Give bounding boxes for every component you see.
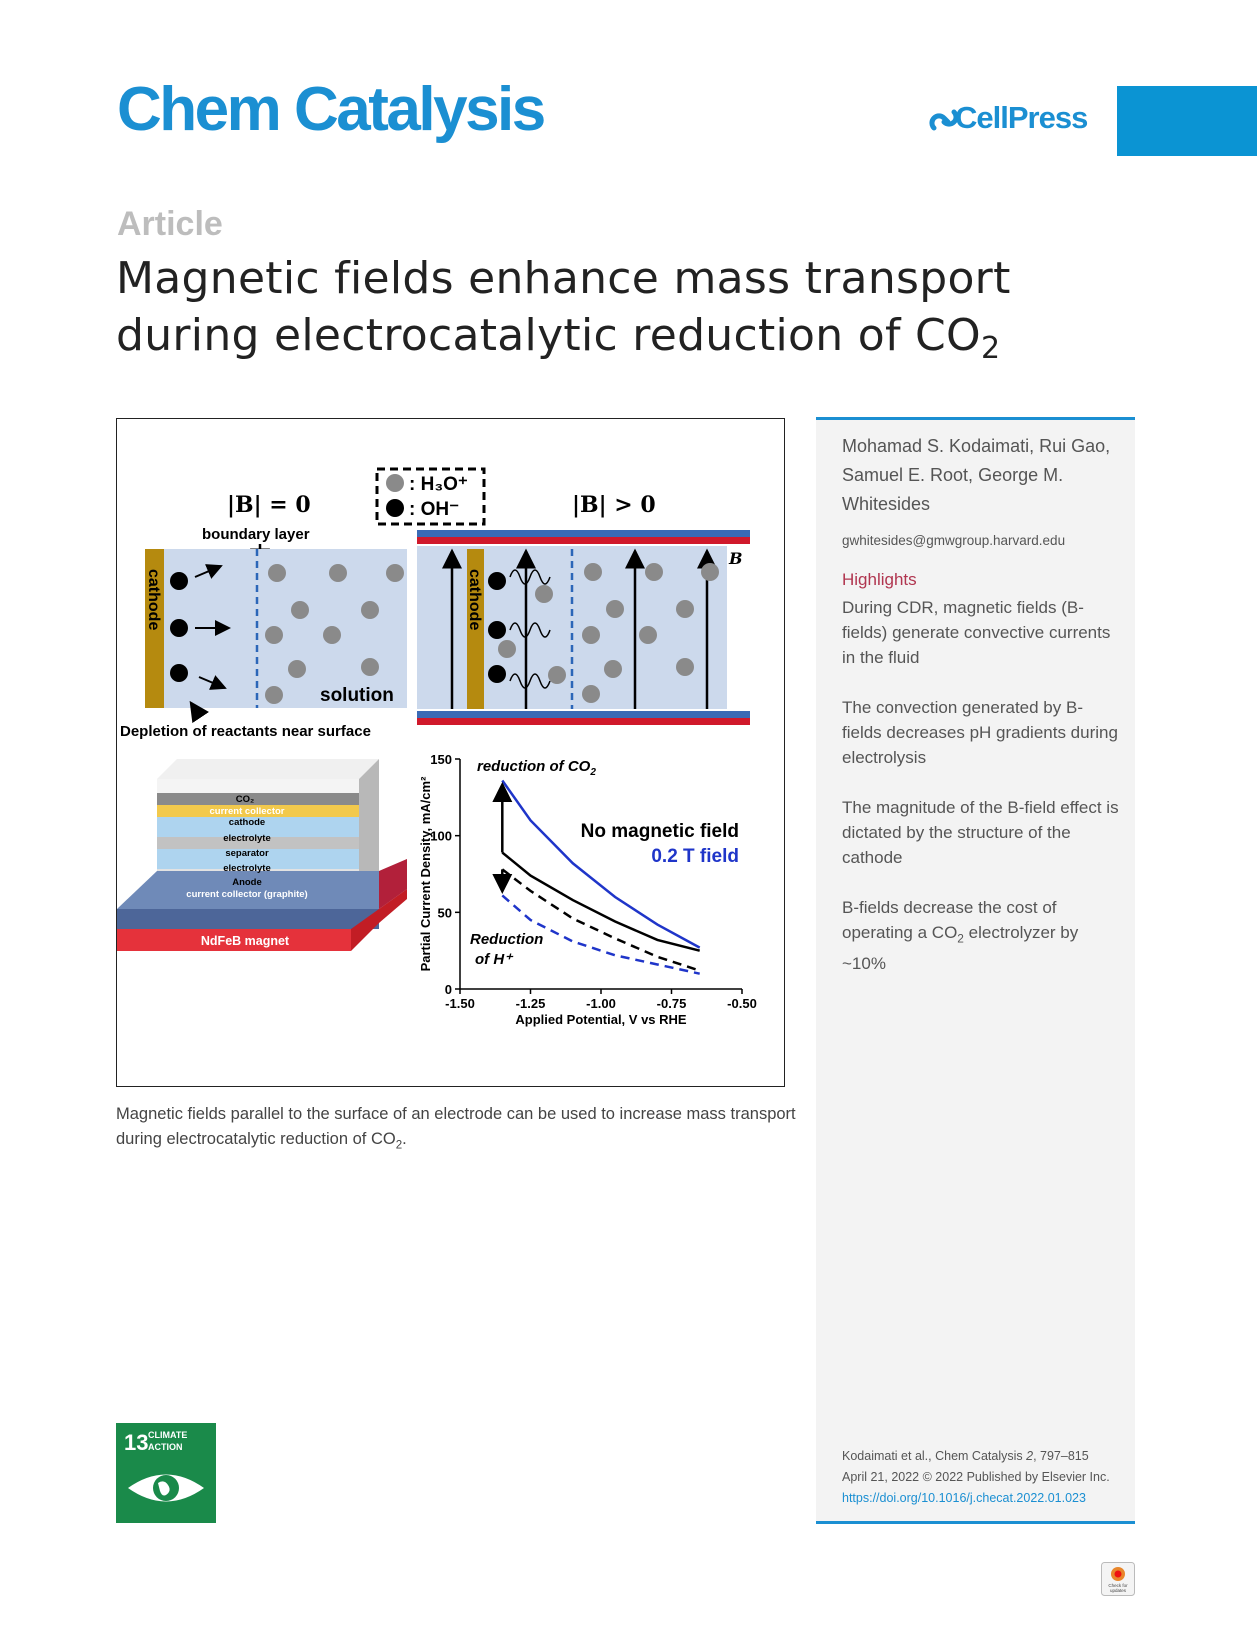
co2-reduction-annotation: reduction of $CO_2$	[477, 758, 596, 778]
h3o-legend-dot	[386, 474, 404, 492]
stack-layer-collector: current collector	[209, 806, 285, 817]
x-tick-label: -0.75	[656, 996, 687, 1011]
x-tick-label: -1.00	[586, 996, 616, 1011]
x-tick-label: -1.50	[445, 996, 475, 1011]
cathode-label-b0: cathode	[145, 569, 162, 631]
b-vector-label: B	[729, 549, 743, 568]
cathode-label-b1: cathode	[466, 569, 483, 631]
h-reduction-annotation-2: of H⁺	[475, 951, 513, 968]
journal-title[interactable]: Chem Catalysis	[117, 75, 544, 144]
sdg-climate-action-badge[interactable]	[116, 1423, 216, 1523]
magnet-plate-bottom	[417, 718, 750, 725]
caption-text: Magnetic fields parallel to the surface of an electrode can be used to increase mass transport during electrocatalytic reduction of CO	[116, 1105, 796, 1148]
oh-legend-label: : OH⁻	[409, 499, 460, 520]
doi-link[interactable]: https://doi.org/10.1016/j.checat.2022.01.023	[842, 1491, 1086, 1505]
highlight-item: The magnitude of the B-field effect is dictated by the structure of the cathode	[842, 798, 1119, 867]
figure-caption	[116, 1102, 796, 1158]
title-line-2-text: during electrocatalytic reduction of CO	[116, 310, 981, 361]
y-tick-label: 0	[444, 982, 452, 997]
x-axis-label: Applied Potential, V vs RHE	[515, 1012, 687, 1027]
sdg-label-1: CLIMATE	[148, 1430, 188, 1440]
x-tick-label: -1.25	[515, 996, 546, 1011]
stack-layer-electrolyte-2: electrolyte	[223, 863, 271, 874]
author-list: Mohamad S. Kodaimati, Rui Gao, Samuel E. Root, George M. Whitesides	[842, 436, 1111, 514]
corresponding-email[interactable]: gwhitesides@gmwgroup.harvard.edu	[842, 533, 1066, 548]
badge-text-2: updates	[1109, 1588, 1127, 1593]
title-line-2	[116, 307, 1016, 377]
solution-label: solution	[320, 685, 394, 706]
stack-layer-co2: CO₂	[235, 794, 255, 805]
current-density-chart	[418, 752, 757, 1027]
graphical-abstract	[116, 418, 785, 1087]
stack-layer-anode: Anode	[232, 877, 262, 888]
h-reduction-annotation-1: Reduction	[470, 931, 544, 948]
legend-no-field: No magnetic field	[580, 821, 739, 842]
highlight-item: During CDR, magnetic fields (B-fields) generate convective currents in the fluid	[842, 598, 1111, 667]
magnet-plate-top	[417, 537, 750, 544]
x-tick-label: -0.50	[727, 996, 757, 1011]
copyright-line: April 21, 2022 © 2022 Published by Elsevier Inc.	[842, 1470, 1110, 1484]
badge-text-1: Check for	[1108, 1583, 1128, 1588]
highlight-item: B-fields decrease the cost of operating a $CO_2$ electrolyzer by ~10%	[842, 898, 1079, 974]
title-subscript: 2	[981, 331, 1001, 366]
legend-field: 0.2 T field	[651, 846, 739, 867]
sidebar-bottom-rule	[816, 1521, 1135, 1524]
stack-layer-separator: separator	[225, 848, 269, 859]
depletion-label: Depletion of reactants near surface	[120, 723, 371, 740]
y-axis-label: Partial Current Density, mA/cm²	[418, 776, 433, 972]
stack-layer-cathode: cathode	[228, 817, 266, 828]
sdg-icon	[116, 1423, 216, 1523]
citation-line: Kodaimati et al., Chem Catalysis 2, 797–815	[842, 1449, 1089, 1463]
article-type-label: Article	[117, 205, 223, 243]
header-color-tab	[1117, 86, 1257, 156]
y-tick-label: 100	[430, 828, 452, 844]
h3o-legend-label: : H₃O⁺	[409, 474, 468, 495]
y-tick-label: 50	[437, 905, 452, 921]
check-for-updates-badge[interactable]	[1101, 1562, 1135, 1596]
sdg-label-2: ACTION	[148, 1442, 183, 1452]
title-line-1: Magnetic fields enhance mass transport	[116, 253, 1011, 304]
boundary-layer-label: boundary layer	[202, 526, 310, 543]
caption-end: .	[402, 1130, 407, 1148]
b-zero-label: |B| = 0	[227, 492, 311, 518]
oh-legend-dot	[386, 499, 404, 517]
sdg-number: 13	[124, 1430, 149, 1455]
paper-title	[116, 250, 1016, 377]
highlight-item: The convection generated by B-fields decreases pH gradients during electrolysis	[842, 698, 1118, 767]
magnet-label: NdFeB magnet	[200, 934, 290, 948]
y-tick-label: 150	[430, 752, 452, 767]
highlights-heading: Highlights	[842, 570, 917, 589]
caption-subscript: 2	[395, 1139, 403, 1152]
b-positive-label: |B| > 0	[572, 492, 656, 518]
graphical-abstract-svg	[117, 419, 784, 1086]
publisher-logo[interactable]: CellPress	[955, 100, 1088, 135]
sidebar-top-rule	[816, 417, 1135, 420]
stack-layer-electrolyte-1: electrolyte	[223, 833, 271, 844]
stack-layer-graphite: current collector (graphite)	[186, 889, 308, 900]
